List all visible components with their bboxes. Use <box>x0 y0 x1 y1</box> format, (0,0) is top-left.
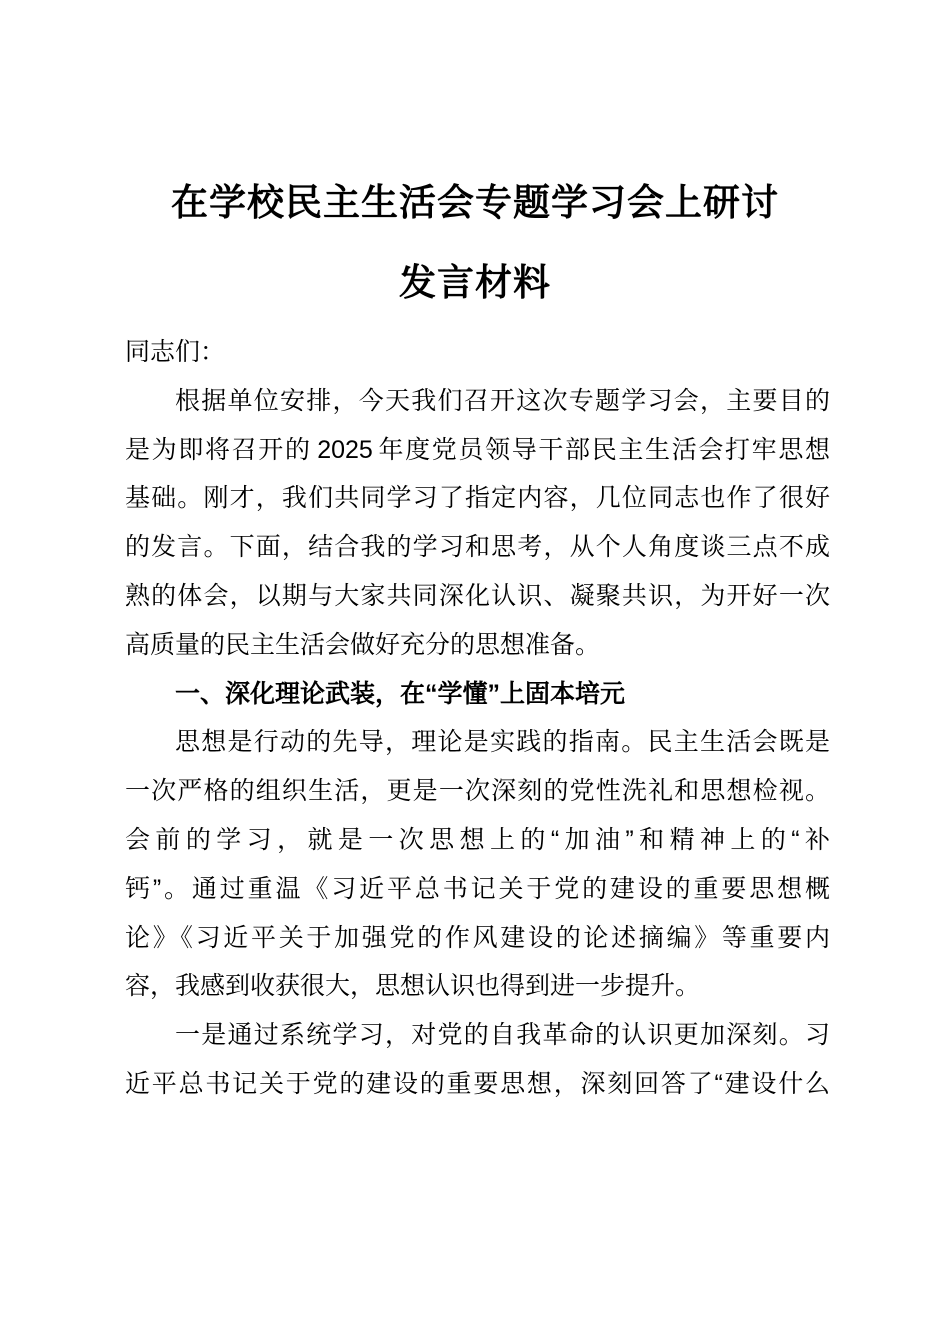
paragraph-line: 一次严格的组织生活，更是一次深刻的党性洗礼和思想检视。 <box>125 777 830 806</box>
document-title <box>0 163 950 323</box>
document-body <box>125 328 830 1109</box>
paragraph-line: 会前的学习，就是一次思想上的“加油”和精神上的“补 <box>125 825 830 854</box>
paragraph-line: 的发言。下面，结合我的学习和思考，从个人角度谈三点不成 <box>125 533 830 562</box>
paragraph-line: 思想是行动的先导，理论是实践的指南。民主生活会既是 <box>175 728 830 757</box>
paragraph-line: 熟的体会，以期与大家共同深化认识、凝聚共识，为开好一次 <box>125 581 830 610</box>
paragraph-line: 钙”。通过重温《习近平总书记关于党的建设的重要思想概 <box>125 874 830 903</box>
paragraph-line: 高质量的民主生活会做好充分的思想准备。 <box>125 630 601 659</box>
paragraph-line: 根据单位安排，今天我们召开这次专题学习会，主要目的 <box>175 386 830 415</box>
paragraph-line: 论》《习近平关于加强党的作风建设的论述摘编》等重要内 <box>125 923 830 952</box>
paragraph-line: 基础。刚才，我们共同学习了指定内容，几位同志也作了很好 <box>125 484 830 513</box>
paragraph-line: 是为即将召开的 2025 年度党员领导干部民主生活会打牢思想 <box>125 435 830 464</box>
paragraph-line: 一是通过系统学习，对党的自我革命的认识更加深刻。习 <box>175 1021 830 1050</box>
section-heading: 一、深化理论武装，在“学懂”上固本培元 <box>175 679 626 708</box>
salutation-line: 同志们： <box>125 338 226 366</box>
title-line-1: 在学校民主生活会专题学习会上研讨 <box>171 182 779 223</box>
paragraph-line: 近平总书记关于党的建设的重要思想，深刻回答了“建设什么 <box>125 1069 830 1098</box>
paragraph-line: 容，我感到收获很大，思想认识也得到进一步提升。 <box>125 972 701 1001</box>
title-line-2: 发言材料 <box>399 262 551 303</box>
